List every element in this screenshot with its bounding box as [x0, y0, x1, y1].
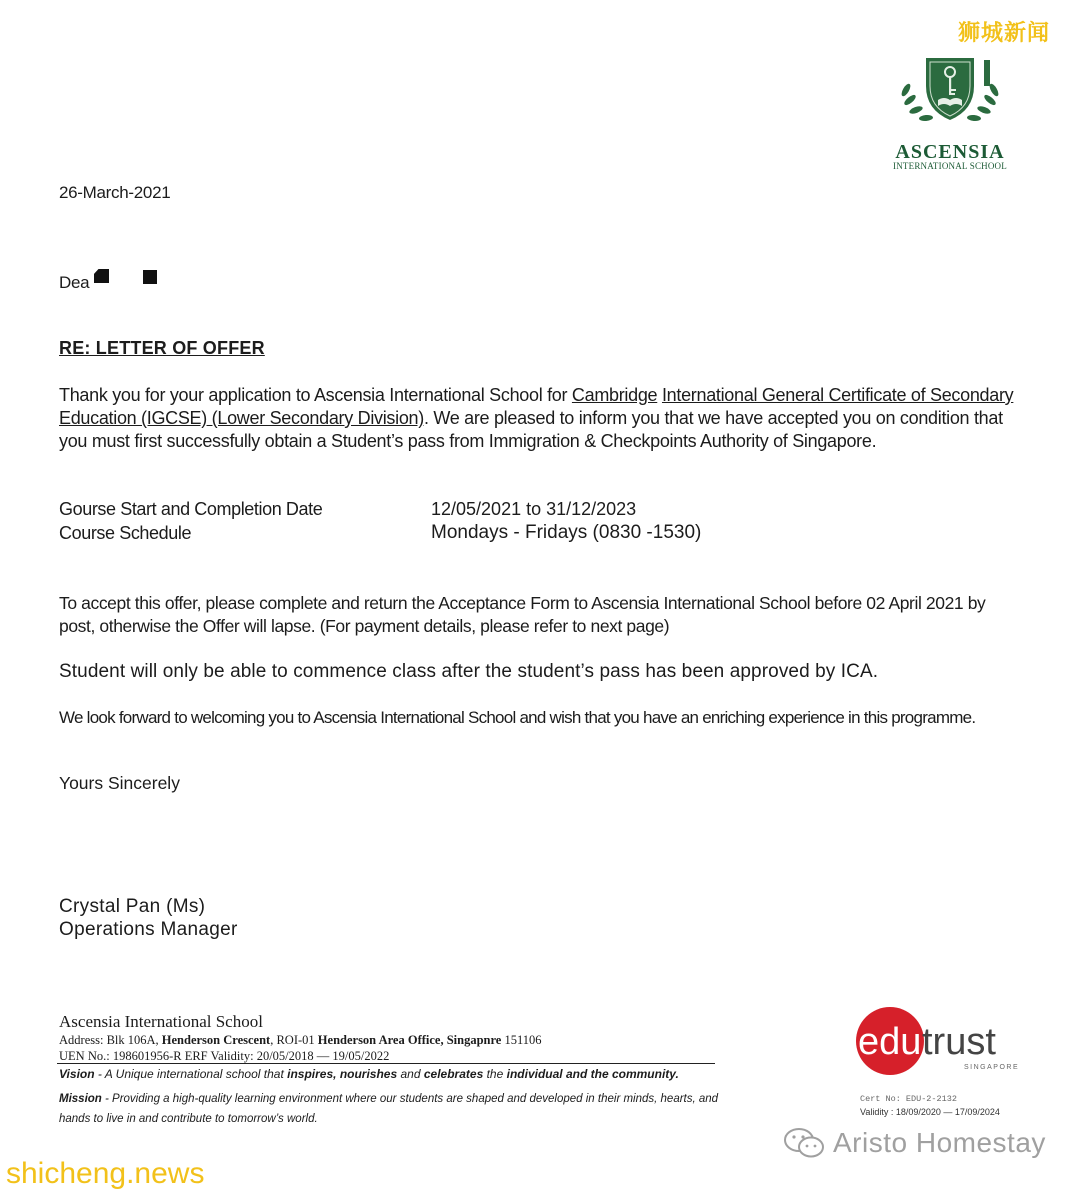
school-logo: [880, 52, 1020, 171]
logo-subtitle: INTERNATIONAL SCHOOL: [893, 161, 1007, 171]
footer-uen: UEN No.: 198601956-R ERF Validity: 20/05/2018 — 19/05/2022: [59, 1049, 390, 1063]
course-name-part-1: Cambridge: [571, 385, 658, 405]
edutrust-edu-text: edu: [858, 1021, 922, 1063]
edutrust-trust-text: trust: [922, 1021, 996, 1063]
watermark-account-name: Aristo Homestay: [833, 1127, 1046, 1158]
footer-divider: [57, 1063, 715, 1064]
detail-value-schedule: Mondays - Fridays (0830 -1530): [431, 522, 702, 543]
footer-vision: Vision - A Unique international school that inspires, nourishes and celebrates the individual and the community.: [59, 1067, 679, 1081]
footer-address: Address: Blk 106A, Henderson Crescent, ROI-01 Henderson Area Office, Singapnre 151106: [59, 1033, 542, 1047]
detail-value-dates: 12/05/2021 to 31/12/2023: [431, 499, 637, 519]
edutrust-singapore: SINGAPORE: [964, 1064, 1020, 1071]
detail-label-dates: Gourse Start and Completion Date: [59, 499, 323, 519]
signatory-title: Operations Manager: [59, 919, 238, 940]
redaction-mark: [143, 270, 157, 284]
intro-paragraph: Thank you for your application to Ascensia International School for Cambridge International General Certificate of Secondary Education (IGCSE) (Lower Secondary Division). We are pleased to inform you that we have accepted you on condition that you must first successfully obtain a Student’s pass from Immigration & Checkpoints Authority of Singapore.: [59, 385, 1014, 451]
watermark-account: [783, 1126, 1046, 1160]
redaction-mark: [94, 269, 109, 283]
signatory-name: Crystal Pan (Ms): [59, 896, 206, 917]
edutrust-cert-no: Cert No: EDU-2-2132: [860, 1094, 957, 1104]
course-name-part-2: International General Certificate of Secondary Education (IGCSE) (Lower Secondary Division): [59, 385, 1014, 428]
watermark-site: shicheng.news: [6, 1157, 205, 1190]
salutation: Dea: [59, 273, 90, 292]
watermark-top: 狮城新闻: [958, 21, 1051, 46]
logo-name: ASCENSIA: [895, 141, 1005, 163]
letter-subject: RE: LETTER OF OFFER: [59, 338, 265, 358]
welcome-paragraph: We look forward to welcoming you to Ascensia International School and wish that you have an enriching experience in this programme.: [59, 708, 976, 727]
crest-icon: [880, 52, 1020, 138]
commence-paragraph: Student will only be able to commence class after the student’s pass has been approved by ICA.: [59, 661, 879, 682]
detail-label-schedule: Course Schedule: [59, 523, 192, 543]
wechat-icon: [783, 1126, 827, 1160]
footer-mission: Mission - Providing a high-quality learning environment where our students are shaped and developed in their minds, hearts, and hands to live in and contribute to tomorrow’s world.: [59, 1093, 719, 1125]
footer-school-name: Ascensia International School: [59, 1012, 263, 1031]
edutrust-validity: Validity : 18/09/2020 — 17/09/2024: [860, 1107, 1000, 1117]
edutrust-logo: [852, 1006, 1032, 1076]
letter-date: 26-March-2021: [59, 183, 171, 202]
closing: Yours Sincerely: [59, 773, 180, 793]
accept-paragraph: To accept this offer, please complete and return the Acceptance Form to Ascensia International School before 02 April 2021 by post, otherwise the Offer will lapse. (For payment details, please refer to next page): [59, 593, 986, 636]
